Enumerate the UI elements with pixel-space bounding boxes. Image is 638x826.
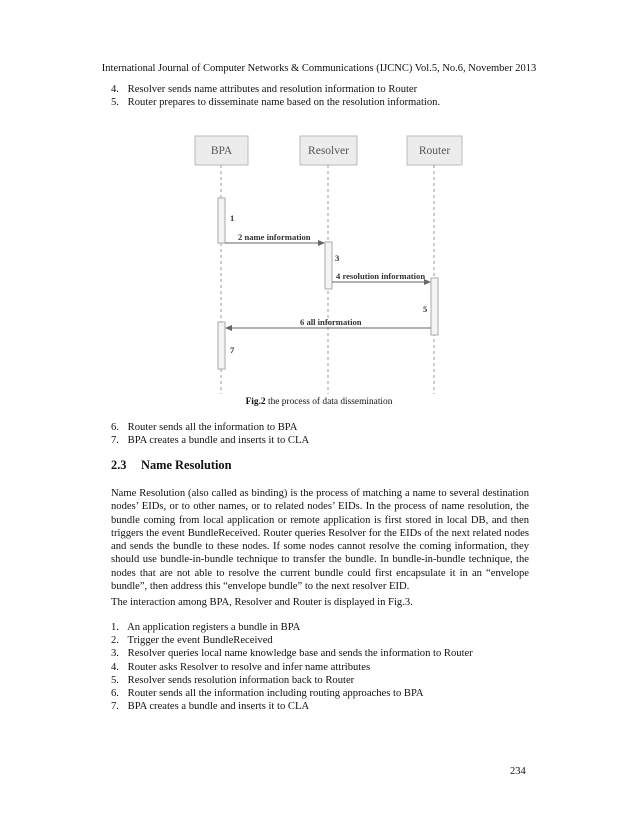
mid-step-list — [111, 421, 309, 447]
list-item-text: Router prepares to disseminate name based on the resolution information. — [127, 97, 441, 109]
list-item — [111, 661, 473, 674]
step-label-7: 7 — [230, 345, 235, 355]
section-number: 2.3 — [111, 458, 127, 472]
list-item-text: BPA creates a bundle and inserts it to CLA — [127, 435, 310, 447]
list-item-number: 7. — [111, 435, 119, 447]
list-item-text: BPA creates a bundle and inserts it to CLA — [127, 701, 310, 713]
list-item — [111, 634, 473, 647]
list-item-number: 4. — [111, 84, 119, 95]
list-item-number: 2. — [111, 635, 119, 647]
list-item-number: 5. — [111, 674, 119, 686]
actor-label-router: Router — [418, 145, 451, 157]
step-label-3: 3 — [335, 253, 340, 263]
figure-caption — [0, 397, 638, 407]
list-item — [111, 647, 473, 660]
list-item — [111, 700, 473, 713]
message-label-2: 2 name information — [238, 232, 311, 242]
list-item-text: Resolver sends resolution information back to Router — [127, 674, 355, 686]
list-item-number: 4. — [111, 661, 119, 673]
list-item-text: Resolver queries local name knowledge base and sends the information to Router — [127, 648, 473, 660]
list-item — [111, 434, 309, 447]
list-item-text: Router sends all the information to BPA — [127, 422, 298, 433]
body-paragraph-2: The interaction among BPA, Resolver and Router is displayed in Fig.3. — [111, 597, 413, 608]
list-item-text: An application registers a bundle in BPA — [127, 622, 301, 633]
body-paragraph-1: Name Resolution (also called as binding) is the process of matching a name to several destination nodes’ EIDs, or to other names, or to related nodes’ EIDs. In the process of name resolution, the bundle coming from local application or remote application is first stored in local DB, and then triggers the event BundleReceived. Router queries Resolver for the EIDs of the next related nodes and sends the bundle to these nodes. If some nodes cannot resolve the coming information, they should use bundle-in-bundle technique to transfer the bundle. In bundle-in-bundle technique, the nodes that are not able to resolve the current bundle could first encapsulate it in an “envelope bundle”, then address this “envelope bundle” to the next resolver EID. — [111, 488, 529, 593]
figure-caption-text: the process of data dissemination — [265, 397, 393, 407]
section-title: Name Resolution — [141, 458, 232, 472]
figure-label: Fig.2 — [245, 397, 266, 407]
actor-label-bpa: BPA — [210, 145, 233, 157]
step-label-5: 5 — [423, 304, 428, 314]
journal-header: International Journal of Computer Networks & Communications (IJCNC) Vol.5, No.6, November 2013 — [101, 63, 537, 74]
section-heading — [111, 458, 232, 473]
actor-label-resolver: Resolver — [308, 145, 349, 157]
message-label-4: 4 resolution information — [336, 271, 426, 281]
activation-bar-bpa-1 — [218, 198, 225, 243]
page-number: 234 — [510, 766, 526, 777]
list-item-number: 1. — [111, 622, 119, 633]
list-item-text: Router sends all the information including routing approaches to BPA — [127, 688, 424, 700]
list-item-text: Resolver sends name attributes and resolution information to Router — [127, 84, 418, 95]
list-item — [111, 621, 473, 634]
list-item-text: Router asks Resolver to resolve and infer name attributes — [127, 661, 371, 673]
bottom-step-list — [111, 621, 473, 713]
list-item — [111, 421, 309, 434]
list-item — [111, 674, 473, 687]
list-item-number: 7. — [111, 701, 119, 713]
list-item-number: 3. — [111, 648, 119, 660]
list-item-text: Trigger the event BundleReceived — [127, 635, 273, 647]
step-label-1: 1 — [230, 213, 235, 223]
activation-bar-resolver — [325, 242, 332, 289]
list-item-number: 5. — [111, 97, 119, 109]
activation-bar-bpa-2 — [218, 322, 225, 369]
list-item — [111, 687, 473, 700]
list-item-number: 6. — [111, 422, 119, 433]
message-label-6: 6 all information — [300, 317, 362, 327]
activation-bar-router — [431, 278, 438, 335]
list-item-number: 6. — [111, 688, 119, 700]
